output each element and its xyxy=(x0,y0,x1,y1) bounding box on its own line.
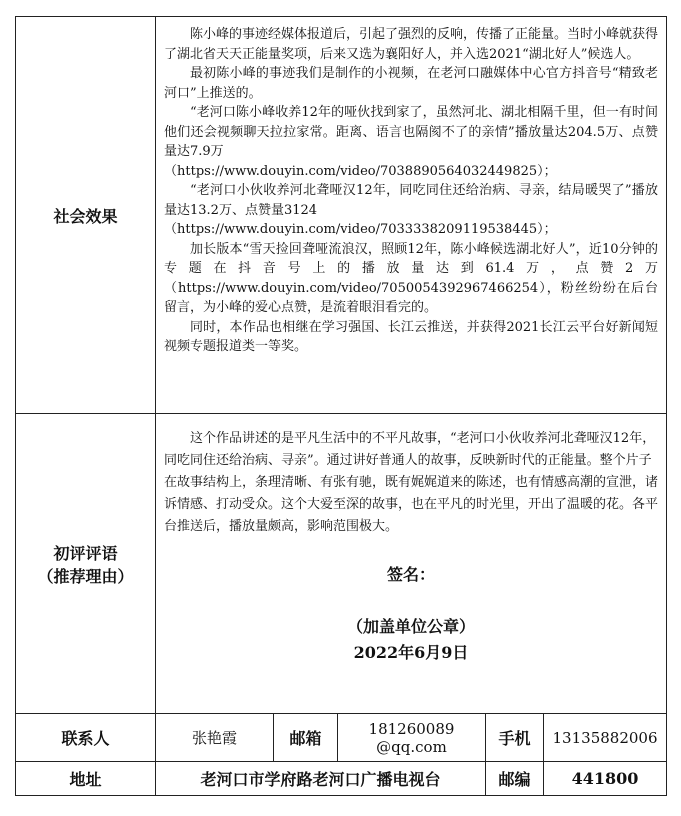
social-effect-paragraph-3: “老河口陈小峰收养12年的哑伙找到家了，虽然河北、湖北相隔千里，但一有时间他们还会视频聊天拉拉家常。距离、语言也隔阂不了的亲情”播放量达204.5万、点赞量达7.9万 xyxy=(164,105,659,159)
contact-row xyxy=(16,714,667,762)
review-date: 2022年6月9日 xyxy=(353,643,469,662)
award-form-table xyxy=(15,16,667,796)
social-effect-paragraph-6: 同时，本作品也相继在学习强国、长江云推送，并获得2021长江云平台好新闻短视频专题报道类一等奖。 xyxy=(164,319,659,354)
video-link-2: （https://www.douyin.com/video/7033338209119538445）； xyxy=(164,222,557,237)
email-label: 邮箱 xyxy=(274,714,338,762)
social-effect-row xyxy=(16,17,667,414)
review-label-subtitle: （推荐理由） xyxy=(37,566,134,586)
email-line-1: 181260089 xyxy=(368,719,455,738)
review-content xyxy=(156,414,667,714)
contact-person-name: 张艳霞 xyxy=(156,714,274,762)
seal-block xyxy=(164,614,658,666)
signature-label: 签名： xyxy=(387,565,436,584)
phone-label: 手机 xyxy=(486,714,544,762)
social-effect-content xyxy=(156,17,667,414)
social-effect-label: 社会效果 xyxy=(16,17,156,414)
review-text: 这个作品讲述的是平凡生活中的不平凡故事，“老河口小伙收养河北聋哑汉12年，同吃同住还给治病、寻亲”。通过讲好普通人的故事，反映新时代的正能量。整个片子在故事结构上，条理清晰、有张有驰，既有娓娓道来的陈述，也有情感高潮的宣泄，诸诉情感、打动受众。这个大爱至深的故事，也在平凡的时光里，开出了温暖的花。各平台推送后，播放量颇高，影响范围极大。 xyxy=(164,431,659,534)
review-label xyxy=(16,414,156,714)
postcode-label: 邮编 xyxy=(486,762,544,796)
seal-label: （加盖单位公章） xyxy=(347,617,476,636)
social-effect-paragraph-4: “老河口小伙收养河北聋哑汉12年，同吃同住还给治病、寻亲，结局暖哭了”播放量达13.2万、点赞量3124 xyxy=(164,183,659,218)
address-row xyxy=(16,762,667,796)
review-row xyxy=(16,414,667,714)
postcode-value: 441800 xyxy=(544,762,667,796)
email-value xyxy=(338,714,486,762)
social-effect-paragraph-5: 加长版本“雪天捡回聋哑流浪汉，照顾12年，陈小峰候选湖北好人”，近10分钟的专题在抖音号上的播放量达到61.4万，点赞2万（https://www.douyin.com/video/7050054392967466254），粉丝纷纷在后台留言，为小峰的爱心点赞，是流着眼泪看完的。 xyxy=(164,241,659,315)
address-value: 老河口市学府路老河口广播电视台 xyxy=(156,762,486,796)
social-effect-paragraph-1: 陈小峰的事迹经媒体报道后，引起了强烈的反响，传播了正能量。当时小峰就获得了湖北省天天正能量奖项，后来又选为襄阳好人，并入选2021“湖北好人”候选人。 xyxy=(164,27,659,62)
contact-person-label: 联系人 xyxy=(16,714,156,762)
video-link-1: （https://www.douyin.com/video/7038890564032449825）； xyxy=(164,163,557,179)
review-label-title: 初评评语 xyxy=(53,543,118,563)
email-line-2: @qq.com xyxy=(376,737,447,756)
address-label: 地址 xyxy=(16,762,156,796)
social-effect-paragraph-2: 最初陈小峰的事迹我们是制作的小视频，在老河口融媒体中心官方抖音号“精致老河口”上推送的。 xyxy=(164,66,659,101)
phone-value: 13135882006 xyxy=(544,714,667,762)
